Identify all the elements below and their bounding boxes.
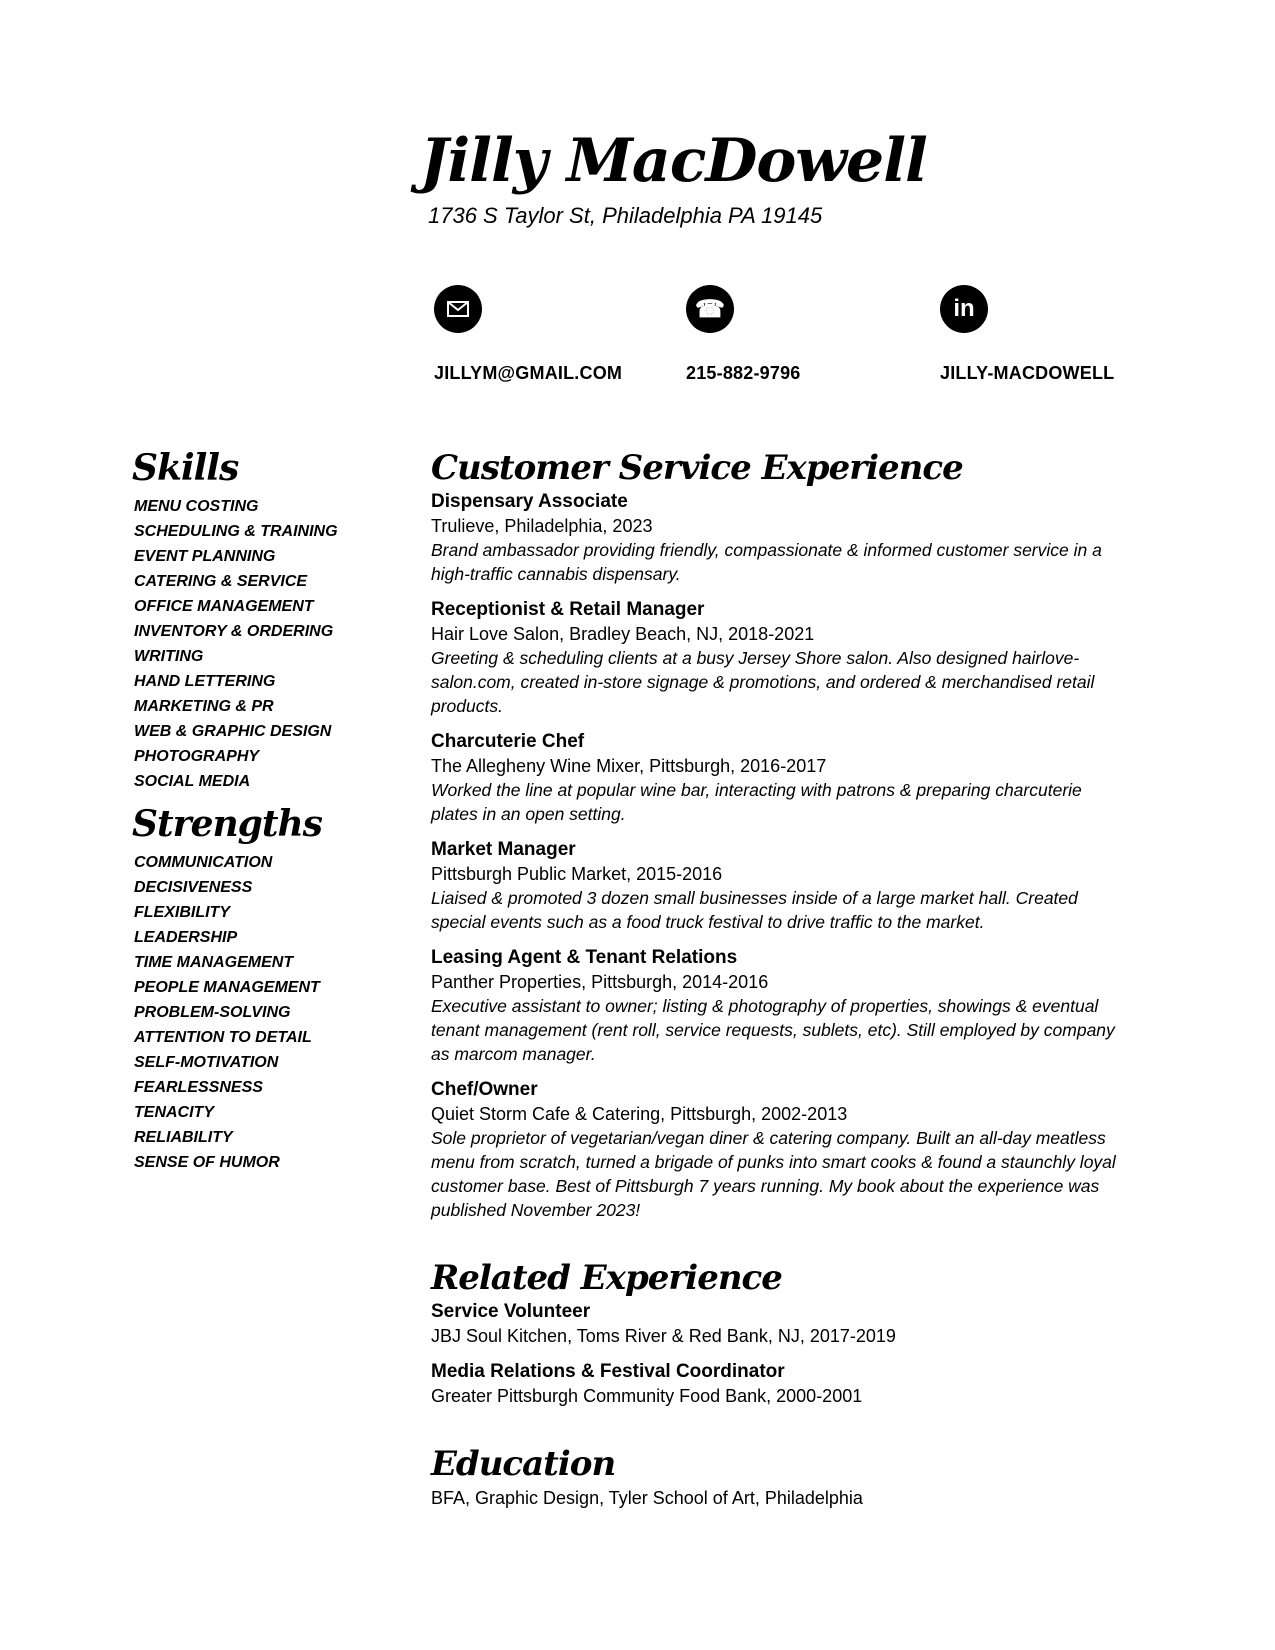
job-entry — [431, 946, 1131, 1066]
linkedin-icon: in — [940, 285, 988, 333]
job-organization: JBJ Soul Kitchen, Toms River & Red Bank, NJ, 2017-2019 — [431, 1326, 896, 1346]
list-item: LEADERSHIP — [134, 929, 238, 946]
job-title: Chef/Owner — [431, 1079, 538, 1100]
sidebar — [134, 448, 384, 1185]
job-entry — [431, 838, 1131, 934]
skills-heading: Skills — [132, 447, 239, 489]
phone-icon: ☎ — [686, 285, 734, 333]
candidate-name: Jilly MacDowell — [420, 126, 927, 196]
job-title: Receptionist & Retail Manager — [431, 599, 705, 620]
job-entry — [431, 1300, 1131, 1348]
job-description: Greeting & scheduling clients at a busy Jersey Shore salon. Also designed hairlove-salon.com, created in-store signage & promotions, and ordered & merchandised retail products. — [431, 648, 1095, 716]
list-item: CATERING & SERVICE — [134, 573, 308, 590]
list-item: PEOPLE MANAGEMENT — [134, 979, 320, 996]
job-title: Service Volunteer — [431, 1301, 591, 1322]
list-item: WRITING — [134, 648, 204, 665]
list-item: FEARLESSNESS — [134, 1079, 263, 1096]
education-heading: Education — [431, 1444, 616, 1484]
list-item: SOCIAL MEDIA — [134, 773, 251, 790]
list-item: SELF-MOTIVATION — [134, 1054, 279, 1071]
job-entry — [431, 598, 1131, 718]
job-organization: Pittsburgh Public Market, 2015-2016 — [431, 864, 723, 884]
envelope-icon — [434, 285, 482, 333]
skills-list — [134, 494, 384, 794]
list-item: TIME MANAGEMENT — [134, 954, 294, 971]
education-entry: BFA, Graphic Design, Tyler School of Art, Philadelphia — [431, 1488, 863, 1508]
job-title: Media Relations & Festival Coordinator — [431, 1361, 785, 1382]
email-label: JILLYM@GMAIL.COM — [434, 363, 623, 383]
job-organization: Quiet Storm Cafe & Catering, Pittsburgh, 2002-2013 — [431, 1104, 848, 1124]
list-item: PROBLEM-SOLVING — [134, 1004, 291, 1021]
list-item: EVENT PLANNING — [134, 548, 276, 565]
job-organization: Hair Love Salon, Bradley Beach, NJ, 2018-2021 — [431, 624, 815, 644]
contact-email[interactable] — [434, 285, 684, 384]
customer-service-jobs — [431, 490, 1131, 1222]
list-item: DECISIVENESS — [134, 879, 253, 896]
contact-phone[interactable] — [686, 285, 936, 384]
job-entry — [431, 1078, 1131, 1222]
job-description: Executive assistant to owner; listing & photography of properties, showings & eventual tenant management (rent roll, service requests, sublets, etc). Still employed by company as marcom manager. — [431, 996, 1115, 1064]
list-item: MARKETING & PR — [134, 698, 274, 715]
related-jobs — [431, 1300, 1131, 1408]
job-title: Charcuterie Chef — [431, 731, 585, 752]
linkedin-label: JILLY-MACDOWELL — [940, 363, 1115, 383]
customer-service-heading: Customer Service Experience — [431, 448, 963, 488]
job-description: Liaised & promoted 3 dozen small businesses inside of a large market hall. Created special events such as a food truck festival to drive traffic to the market. — [431, 888, 1078, 932]
list-item: OFFICE MANAGEMENT — [134, 598, 314, 615]
job-description: Sole proprietor of vegetarian/vegan diner & catering company. Built an all-day meatless menu from scratch, turned a brigade of punks into smart cooks & found a staunchly loyal customer base. Best of Pittsburgh 7 years running. My book about the experience was published November 2023! — [431, 1128, 1116, 1220]
resume-header — [420, 125, 1120, 229]
list-item: MENU COSTING — [134, 498, 259, 515]
list-item: COMMUNICATION — [134, 854, 273, 871]
list-item: ATTENTION TO DETAIL — [134, 1029, 312, 1046]
job-organization: The Allegheny Wine Mixer, Pittsburgh, 2016-2017 — [431, 756, 827, 776]
list-item: SCHEDULING & TRAINING — [134, 523, 338, 540]
job-entry — [431, 490, 1131, 586]
strengths-heading: Strengths — [132, 803, 322, 845]
job-organization: Trulieve, Philadelphia, 2023 — [431, 516, 653, 536]
job-organization: Greater Pittsburgh Community Food Bank, 2000-2001 — [431, 1386, 863, 1406]
job-title: Dispensary Associate — [431, 491, 628, 512]
job-title: Market Manager — [431, 839, 576, 860]
job-entry — [431, 1360, 1131, 1408]
list-item: RELIABILITY — [134, 1129, 233, 1146]
list-item: FLEXIBILITY — [134, 904, 230, 921]
list-item: PHOTOGRAPHY — [134, 748, 260, 765]
list-item: WEB & GRAPHIC DESIGN — [134, 723, 332, 740]
main-content — [431, 448, 1131, 1510]
job-title: Leasing Agent & Tenant Relations — [431, 947, 738, 968]
phone-label: 215-882-9796 — [686, 363, 801, 383]
job-description: Worked the line at popular wine bar, interacting with patrons & preparing charcuterie plates in an open setting. — [431, 780, 1082, 824]
list-item: INVENTORY & ORDERING — [134, 623, 334, 640]
job-description: Brand ambassador providing friendly, compassionate & informed customer service in a high-traffic cannabis dispensary. — [431, 540, 1102, 584]
address: 1736 S Taylor St, Philadelphia PA 19145 — [428, 203, 823, 228]
list-item: HAND LETTERING — [134, 673, 276, 690]
related-heading: Related Experience — [431, 1258, 782, 1298]
strengths-list — [134, 850, 384, 1175]
job-organization: Panther Properties, Pittsburgh, 2014-2016 — [431, 972, 769, 992]
list-item: SENSE OF HUMOR — [134, 1154, 280, 1171]
contact-linkedin[interactable] — [940, 285, 1190, 384]
job-entry — [431, 730, 1131, 826]
list-item: TENACITY — [134, 1104, 214, 1121]
